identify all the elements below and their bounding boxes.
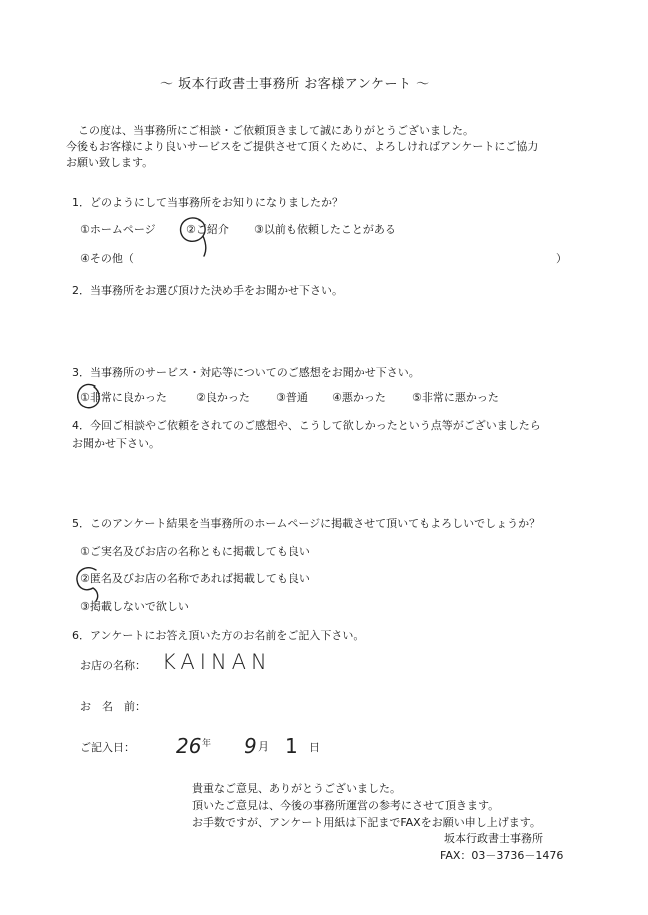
date-month-value: 9 bbox=[244, 734, 257, 758]
q1-option-1: ①ホームページ bbox=[80, 223, 156, 236]
q6-question: 6．アンケートにお答え頂いた方のお名前をご記入下さい。 bbox=[72, 629, 365, 642]
q1-option-other-close: ） bbox=[556, 252, 567, 265]
q5-option-3: ③掲載しないで欲しい bbox=[80, 600, 189, 613]
date-day-value: 1 bbox=[285, 734, 298, 758]
q3-option-4: ④悪かった bbox=[332, 391, 386, 404]
q1-option-2: ②ご紹介 bbox=[186, 223, 229, 236]
shop-name-label: お店の名称： bbox=[80, 659, 146, 672]
q3-question: 3．当事務所のサービス・対応等についてのご感想をお聞かせ下さい。 bbox=[72, 366, 420, 379]
q3-selected-circle-mark bbox=[78, 385, 100, 408]
date-year-value: 26 bbox=[176, 734, 202, 758]
intro-line-2: 今後もお客様により良いサービスをご提供させて頂くために、よろしければアンケートにご協力 bbox=[66, 140, 539, 153]
q1-selected-circle-mark bbox=[181, 218, 206, 256]
name-label: お 名 前： bbox=[80, 700, 146, 713]
closing-line-1: 貴重なご意見、ありがとうございました。 bbox=[192, 782, 401, 795]
q5-selected-circle-mark bbox=[77, 568, 98, 601]
closing-line-2: 頂いたご意見は、今後の事務所運営の参考にさせて頂きます。 bbox=[192, 799, 500, 812]
q3-option-5: ⑤非常に悪かった bbox=[412, 391, 499, 404]
date-label: ご記入日： bbox=[80, 741, 135, 754]
q5-option-2: ②匿名及びお店の名称であれば掲載しても良い bbox=[80, 572, 310, 585]
footer-office: 坂本行政書士事務所 bbox=[444, 832, 543, 845]
page-title: 〜 坂本行政書士事務所 お客様アンケート 〜 bbox=[160, 77, 430, 92]
intro-line-3: お願い致します。 bbox=[66, 156, 154, 169]
q1-question: 1．どのようにして当事務所をお知りになりましたか？ bbox=[72, 196, 343, 209]
shop-name-value: KAINAN bbox=[162, 650, 272, 674]
q2-question: 2．当事務所をお選び頂けた決め手をお聞かせ下さい。 bbox=[72, 284, 343, 297]
q5-option-1: ①ご実名及びお店の名称ともに掲載しても良い bbox=[80, 545, 310, 558]
date-month-unit: 月 bbox=[258, 740, 269, 753]
q5-question: 5．このアンケート結果を当事務所のホームページに掲載させて頂いてもよろしいでしょうか？ bbox=[72, 517, 541, 530]
q1-option-other: ④その他（ bbox=[80, 252, 134, 265]
q3-option-1: ①非常に良かった bbox=[80, 391, 167, 404]
date-day-unit: 日 bbox=[309, 741, 320, 754]
q4-question: 4．今回ご相談やご依頼をされてのご感想や、こうして欲しかったという点等がございましたら bbox=[72, 419, 541, 432]
footer-fax: FAX：03－3736－1476 bbox=[440, 849, 564, 862]
q3-option-3: ③普通 bbox=[276, 391, 308, 404]
q3-option-2: ②良かった bbox=[196, 391, 250, 404]
q4-question-cont: お聞かせ下さい。 bbox=[72, 437, 160, 450]
date-year-unit: 年 bbox=[202, 739, 212, 749]
intro-line-1: この度は、当事務所にご相談・ご依頼頂きまして誠にありがとうございました。 bbox=[78, 124, 474, 137]
closing-line-3: お手数ですが、アンケート用紙は下記までFAXをお願い申し上げます。 bbox=[192, 816, 541, 829]
q1-option-3: ③以前も依頼したことがある bbox=[254, 223, 396, 236]
